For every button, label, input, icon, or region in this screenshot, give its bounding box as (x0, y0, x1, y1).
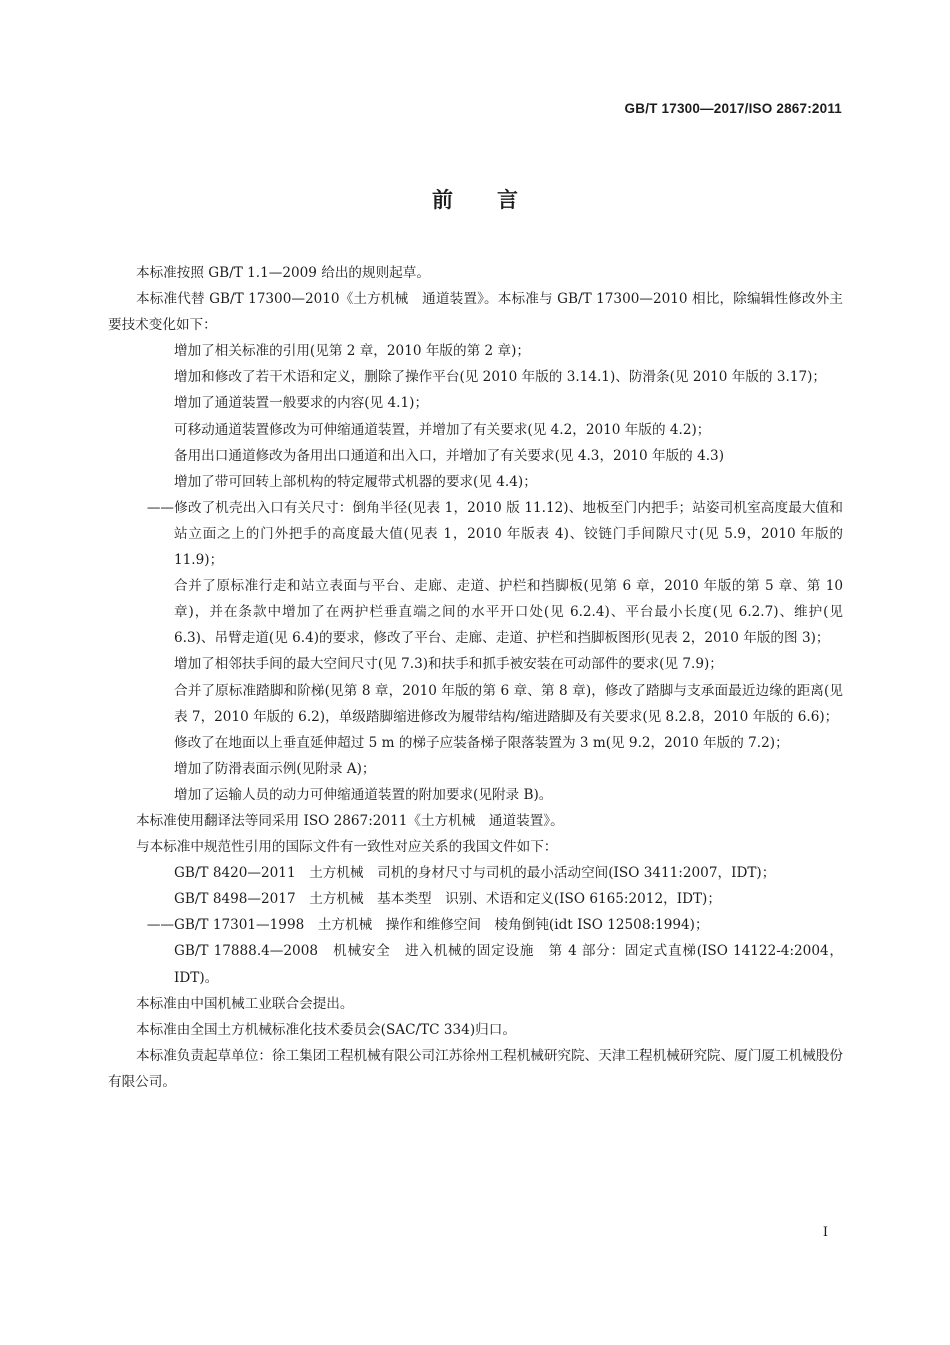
change-item: 可移动通道装置修改为可伸缩通道装置，并增加了有关要求(见 4.2，2010 年版的 4.2)； (174, 421, 711, 438)
change-item: 增加了相邻扶手间的最大空间尺寸(见 7.3)和扶手和抓手被安装在可动部件的要求(见 7.9)； (174, 656, 723, 673)
reference-item: GB/T 8498—2017 土方机械 基本类型 识别、术语和定义(ISO 6165:2012，IDT)； (174, 891, 721, 908)
paragraph-drafters: 本标准负责起草单位：徐工集团工程机械有限公司江苏徐州工程机械研究院、天津工程机械研究院、厦门厦工机械股份有限公司。 (108, 1047, 843, 1090)
paragraph-proposer: 本标准由中国机械工业联合会提出。 (136, 995, 354, 1012)
paragraph-committee: 本标准由全国土方机械标准化技术委员会(SAC/TC 334)归口。 (136, 1021, 516, 1038)
paragraph-drafting-rule: 本标准按照 GB/T 1.1—2009 给出的规则起草。 (136, 265, 430, 281)
change-item: 备用出口通道修改为备用出口通道和出入口，并增加了有关要求(见 4.3，2010 年版的 4.3) (174, 447, 724, 464)
paragraph-correspondence: 与本标准中规范性引用的国际文件有一致性对应关系的我国文件如下： (136, 839, 558, 856)
standard-code: GB/T 17300—2017/ISO 2867:2011 (624, 101, 842, 116)
change-item: 增加和修改了若干术语和定义，删除了操作平台(见 2010 年版的 3.14.1)、防滑条(见 2010 年版的 3.17)； (174, 369, 827, 386)
document-body (108, 260, 843, 1095)
change-item: 修改了在地面以上垂直延伸超过 5 m 的梯子应装备梯子限落装置为 3 m(见 9.2，2010 年版的 7.2)； (174, 734, 789, 751)
change-item: 增加了相关标准的引用(见第 2 章，2010 年版的第 2 章)； (174, 343, 530, 360)
change-item: 增加了带可回转上部机构的特定履带式机器的要求(见 4.4)； (174, 473, 537, 490)
change-item: 合并了原标准行走和站立表面与平台、走廊、走道、护栏和挡脚板(见第 6 章，2010 年版的第 5 章、第 10 章)，并在条款中增加了在两护栏垂直端之间的水平开口处(见 6.2.4)、平台最小长度(见 6.2.7)、维护(见 6.3)、吊臂走道(见 6.4)的要求，修改了平台、走廊、走道、护栏和挡脚板图形(见表 2，2010 年版的图 3)； (174, 578, 843, 647)
page-title: 前言 (432, 188, 562, 212)
change-item: 合并了原标准踏脚和阶梯(见第 8 章，2010 年版的第 6 章、第 8 章)，修改了踏脚与支承面最近边缘的距离(见表 7，2010 年版的 6.2)，单级踏脚缩进修改为履带结构/缩进踏脚及有关要求(见 8.2.8，2010 年版的 6.6)； (174, 682, 843, 725)
reference-item: —— GB/T 17301—1998 土方机械 操作和维修空间 棱角倒钝(idt ISO 12508:1994)； (108, 912, 843, 938)
page-number: I (822, 1225, 828, 1240)
reference-item: GB/T 17888.4—2008 机械安全 进入机械的固定设施 第 4 部分：固定式直梯(ISO 14122-4:2004，IDT)。 (174, 943, 843, 986)
paragraph-replaces: 本标准代替 GB/T 17300—2010《土方机械 通道装置》。本标准与 GB/T 17300—2010 相比，除编辑性修改外主要技术变化如下： (108, 291, 843, 334)
reference-item: GB/T 8420—2011 土方机械 司机的身材尺寸与司机的最小活动空间(ISO 3411:2007，IDT)； (174, 865, 776, 882)
change-item: 增加了运输人员的动力可伸缩通道装置的附加要求(见附录 B)。 (174, 786, 553, 803)
change-item: —— 修改了机壳出入口有关尺寸：倒角半径(见表 1，2010 版 11.12)、地板至门内把手；站姿司机室高度最大值和站立面之上的门外把手的高度最大值(见表 1，2010 年版表 4)、铰链门手间隙尺寸(见 5.9，2010 年版的 11.9)； (108, 495, 843, 573)
change-item: 增加了防滑表面示例(见附录 A)； (174, 760, 376, 777)
change-item: 增加了通道装置一般要求的内容(见 4.1)； (174, 395, 429, 412)
paragraph-adoption: 本标准使用翻译法等同采用 ISO 2867:2011《土方机械 通道装置》。 (136, 812, 564, 829)
